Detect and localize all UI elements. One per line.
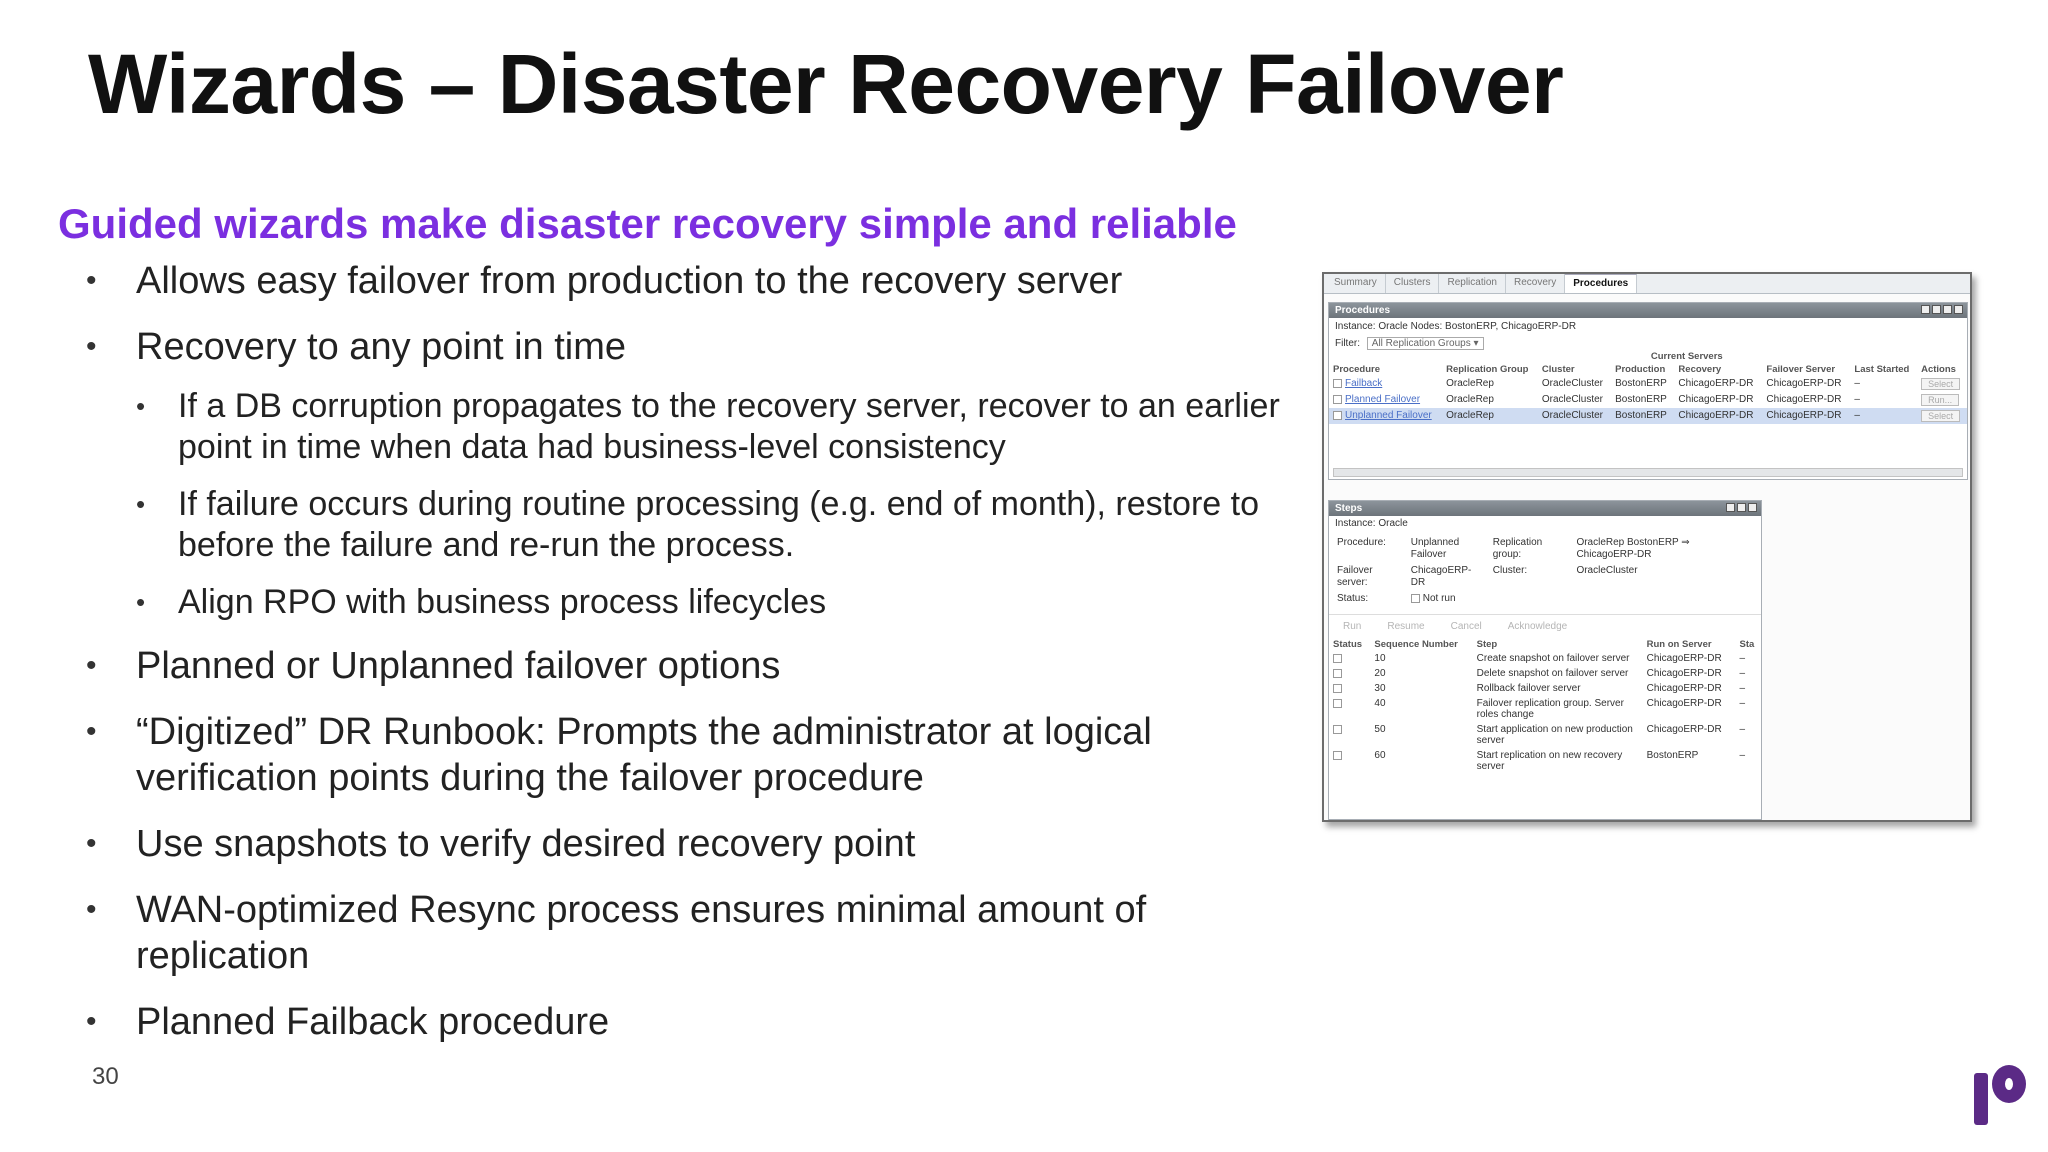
cell: Rollback failover server bbox=[1476, 683, 1581, 694]
sub-bullet-item: • If a DB corruption propagates to the recovery server, recover to an earlier point in time when data had business-level consistency bbox=[136, 386, 1306, 468]
cell: BostonERP bbox=[1615, 378, 1667, 389]
cell: 20 bbox=[1374, 668, 1386, 679]
col-recovery[interactable]: Recovery bbox=[1678, 364, 1722, 375]
cell: Delete snapshot on failover server bbox=[1476, 668, 1629, 679]
steps-panel-header: Steps bbox=[1329, 501, 1761, 516]
cell: ChicagoERP-DR bbox=[1766, 394, 1842, 405]
table-row[interactable] bbox=[1329, 722, 1761, 748]
row-checkbox[interactable] bbox=[1333, 725, 1342, 734]
cell: OracleRep bbox=[1446, 378, 1494, 389]
sub-bullet-list bbox=[136, 386, 1306, 623]
slide-subtitle: Guided wizards make disaster recovery simple and reliable bbox=[58, 200, 1237, 247]
tab-summary[interactable]: Summary bbox=[1326, 274, 1386, 293]
table-row[interactable] bbox=[1329, 392, 1967, 408]
row-checkbox[interactable] bbox=[1333, 654, 1342, 663]
table-row[interactable] bbox=[1329, 376, 1967, 392]
cell: Start application on new production server bbox=[1476, 724, 1633, 746]
col-production[interactable]: Production bbox=[1615, 364, 1666, 375]
sub-bullet-item: • If failure occurs during routine processing (e.g. end of month), restore to before the failure and re-run the process. bbox=[136, 484, 1306, 566]
sub-bullet-item: • Align RPO with business process lifecycles bbox=[136, 582, 1306, 623]
cell: BostonERP bbox=[1611, 408, 1674, 424]
col-sequence[interactable]: Sequence Number bbox=[1374, 639, 1458, 650]
col-cluster[interactable]: Cluster bbox=[1541, 364, 1575, 375]
steps-table bbox=[1329, 638, 1761, 774]
label: Failover server: bbox=[1337, 565, 1373, 588]
col-procedure[interactable]: Procedure bbox=[1333, 364, 1380, 375]
cell: Failover replication group. Server roles change bbox=[1476, 698, 1624, 720]
app-screenshot bbox=[1322, 272, 1972, 822]
bullet-item: • “Digitized” DR Runbook: Prompts the administrator at logical verification points during the failover procedure bbox=[86, 709, 1306, 801]
bullet-item: • Use snapshots to verify desired recovery point bbox=[86, 821, 1306, 867]
table-row[interactable] bbox=[1329, 681, 1761, 696]
cell: ChicagoERP-DR bbox=[1678, 378, 1754, 389]
label: Replication group: bbox=[1492, 537, 1543, 560]
value: Not run bbox=[1422, 593, 1456, 604]
procedures-instance: Instance: Oracle Nodes: BostonERP, ChicagoERP-DR bbox=[1335, 321, 1577, 332]
row-checkbox[interactable] bbox=[1333, 699, 1342, 708]
cell: BostonERP bbox=[1615, 394, 1667, 405]
horizontal-scrollbar[interactable] bbox=[1333, 468, 1963, 477]
current-servers-header: Current Servers bbox=[1650, 351, 1723, 362]
cell: Start replication on new recovery server bbox=[1476, 750, 1623, 772]
col-replication-group[interactable]: Replication Group bbox=[1446, 364, 1529, 375]
cell: BostonERP bbox=[1646, 750, 1699, 761]
col-last-started[interactable]: Last Started bbox=[1854, 364, 1910, 375]
help-icon[interactable] bbox=[1932, 305, 1941, 314]
cell: OracleCluster bbox=[1538, 408, 1611, 424]
col-step[interactable]: Step bbox=[1476, 639, 1498, 650]
help-icon[interactable] bbox=[1726, 503, 1735, 512]
table-row[interactable] bbox=[1329, 408, 1967, 424]
cell: – bbox=[1739, 653, 1746, 664]
col-status[interactable]: Status bbox=[1333, 639, 1363, 650]
cell: OracleRep bbox=[1446, 394, 1494, 405]
status-checkbox bbox=[1411, 594, 1420, 603]
cell: – bbox=[1739, 724, 1746, 735]
cell: – bbox=[1739, 683, 1746, 694]
cell: ChicagoERP-DR bbox=[1646, 724, 1722, 735]
logo-bowl bbox=[1992, 1065, 2026, 1103]
procedures-panel bbox=[1328, 302, 1968, 480]
cell: ChicagoERP-DR bbox=[1646, 683, 1722, 694]
label: Cluster: bbox=[1492, 565, 1528, 576]
page-number: 30 bbox=[92, 1063, 119, 1090]
cell: – bbox=[1739, 668, 1746, 679]
table-row[interactable] bbox=[1329, 696, 1761, 722]
bullet-item: • Recovery to any point in time • If a DB corruption propagates to the recovery server, recover to an earlier point in time when data had business-level consistency • If failure occurs during routine processing (e.g. end of month), restore to before the failure and re-run the process. • Align RPO with business process lifecycles bbox=[86, 324, 1306, 623]
row-checkbox[interactable] bbox=[1333, 684, 1342, 693]
minimize-icon[interactable] bbox=[1943, 305, 1952, 314]
cell: ChicagoERP-DR bbox=[1678, 394, 1754, 405]
steps-details bbox=[1329, 532, 1761, 610]
label: Procedure: bbox=[1337, 537, 1386, 548]
steps-panel bbox=[1328, 500, 1762, 820]
cell: – bbox=[1850, 408, 1917, 424]
cell: 60 bbox=[1374, 750, 1386, 761]
table-row[interactable] bbox=[1329, 651, 1761, 666]
cell: ChicagoERP-DR bbox=[1646, 653, 1722, 664]
cell: OracleCluster bbox=[1541, 394, 1603, 405]
cell: ChicagoERP-DR bbox=[1646, 668, 1722, 679]
cell: – bbox=[1739, 750, 1746, 761]
value: Unplanned Failover bbox=[1410, 537, 1460, 560]
acknowledge-button[interactable]: Acknowledge bbox=[1507, 621, 1568, 632]
close-icon[interactable] bbox=[1954, 305, 1963, 314]
tab-clusters[interactable]: Clusters bbox=[1386, 274, 1440, 293]
col-actions: Actions bbox=[1921, 364, 1956, 375]
cell: 30 bbox=[1374, 683, 1386, 694]
row-checkbox[interactable] bbox=[1333, 751, 1342, 760]
resume-button[interactable]: Resume bbox=[1387, 621, 1425, 632]
cell: ChicagoERP-DR bbox=[1674, 408, 1762, 424]
minimize-icon[interactable] bbox=[1737, 503, 1746, 512]
value: OracleRep BostonERP ⇒ ChicagoERP-DR bbox=[1576, 537, 1690, 560]
cell: ChicagoERP-DR bbox=[1762, 408, 1850, 424]
bullet-item: • WAN-optimized Resync process ensures minimal amount of replication bbox=[86, 887, 1306, 979]
steps-instance: Instance: Oracle bbox=[1335, 518, 1408, 529]
procedures-filter: Filter: All Replication Groups ▾ bbox=[1329, 334, 1967, 350]
bullet-list bbox=[86, 258, 1306, 1065]
refresh-icon[interactable] bbox=[1921, 305, 1930, 314]
procedure-link[interactable]: Planned Failover bbox=[1345, 394, 1421, 405]
cell: – bbox=[1739, 698, 1746, 709]
cell: 10 bbox=[1374, 653, 1386, 664]
cancel-button[interactable]: Cancel bbox=[1450, 621, 1482, 632]
cell: – bbox=[1854, 378, 1860, 389]
value: OracleCluster bbox=[1576, 565, 1638, 576]
bullet-item: • Planned or Unplanned failover options bbox=[86, 643, 1306, 689]
logo-stem bbox=[1974, 1073, 1988, 1125]
close-icon[interactable] bbox=[1748, 503, 1757, 512]
cell: 40 bbox=[1374, 698, 1386, 709]
col-sta[interactable]: Sta bbox=[1739, 639, 1755, 650]
cell: OracleRep bbox=[1442, 408, 1538, 424]
procedures-table bbox=[1329, 350, 1967, 424]
steps-toolbar bbox=[1329, 614, 1761, 638]
tab-procedures[interactable]: Procedures bbox=[1565, 274, 1637, 293]
col-failover-server[interactable]: Failover Server bbox=[1766, 364, 1836, 375]
row-checkbox[interactable] bbox=[1333, 669, 1342, 678]
row-checkbox[interactable] bbox=[1333, 411, 1342, 420]
select-button[interactable]: Select bbox=[1921, 378, 1960, 390]
cell: 50 bbox=[1374, 724, 1386, 735]
col-run-on-server[interactable]: Run on Server bbox=[1646, 639, 1712, 650]
procedures-panel-header: Procedures bbox=[1329, 303, 1967, 318]
value: ChicagoERP-DR bbox=[1410, 565, 1472, 588]
filter-select[interactable]: All Replication Groups ▾ bbox=[1367, 337, 1484, 350]
cell: ChicagoERP-DR bbox=[1766, 378, 1842, 389]
cell: ChicagoERP-DR bbox=[1646, 698, 1722, 709]
run-button[interactable]: Run bbox=[1343, 621, 1362, 632]
tab-replication[interactable]: Replication bbox=[1439, 274, 1505, 293]
procedure-link[interactable]: Unplanned Failover bbox=[1345, 410, 1432, 421]
tab-recovery[interactable]: Recovery bbox=[1506, 274, 1565, 293]
cell: – bbox=[1854, 394, 1860, 405]
select-button[interactable]: Select bbox=[1921, 410, 1960, 422]
cell: Create snapshot on failover server bbox=[1476, 653, 1630, 664]
run-button[interactable]: Run... bbox=[1921, 394, 1959, 406]
cell: OracleCluster bbox=[1541, 378, 1603, 389]
slide-title: Wizards – Disaster Recovery Failover bbox=[88, 37, 1564, 131]
row-checkbox[interactable] bbox=[1333, 379, 1342, 388]
tab-bar bbox=[1324, 274, 1970, 294]
table-row[interactable] bbox=[1329, 666, 1761, 681]
row-checkbox[interactable] bbox=[1333, 395, 1342, 404]
bullet-item: • Allows easy failover from production to the recovery server bbox=[86, 258, 1306, 304]
label: Status: bbox=[1337, 593, 1369, 604]
bullet-item: • Planned Failback procedure bbox=[86, 999, 1306, 1045]
company-logo-icon bbox=[1974, 1065, 2028, 1125]
procedure-link[interactable]: Failback bbox=[1345, 378, 1383, 389]
table-row[interactable] bbox=[1329, 748, 1761, 774]
